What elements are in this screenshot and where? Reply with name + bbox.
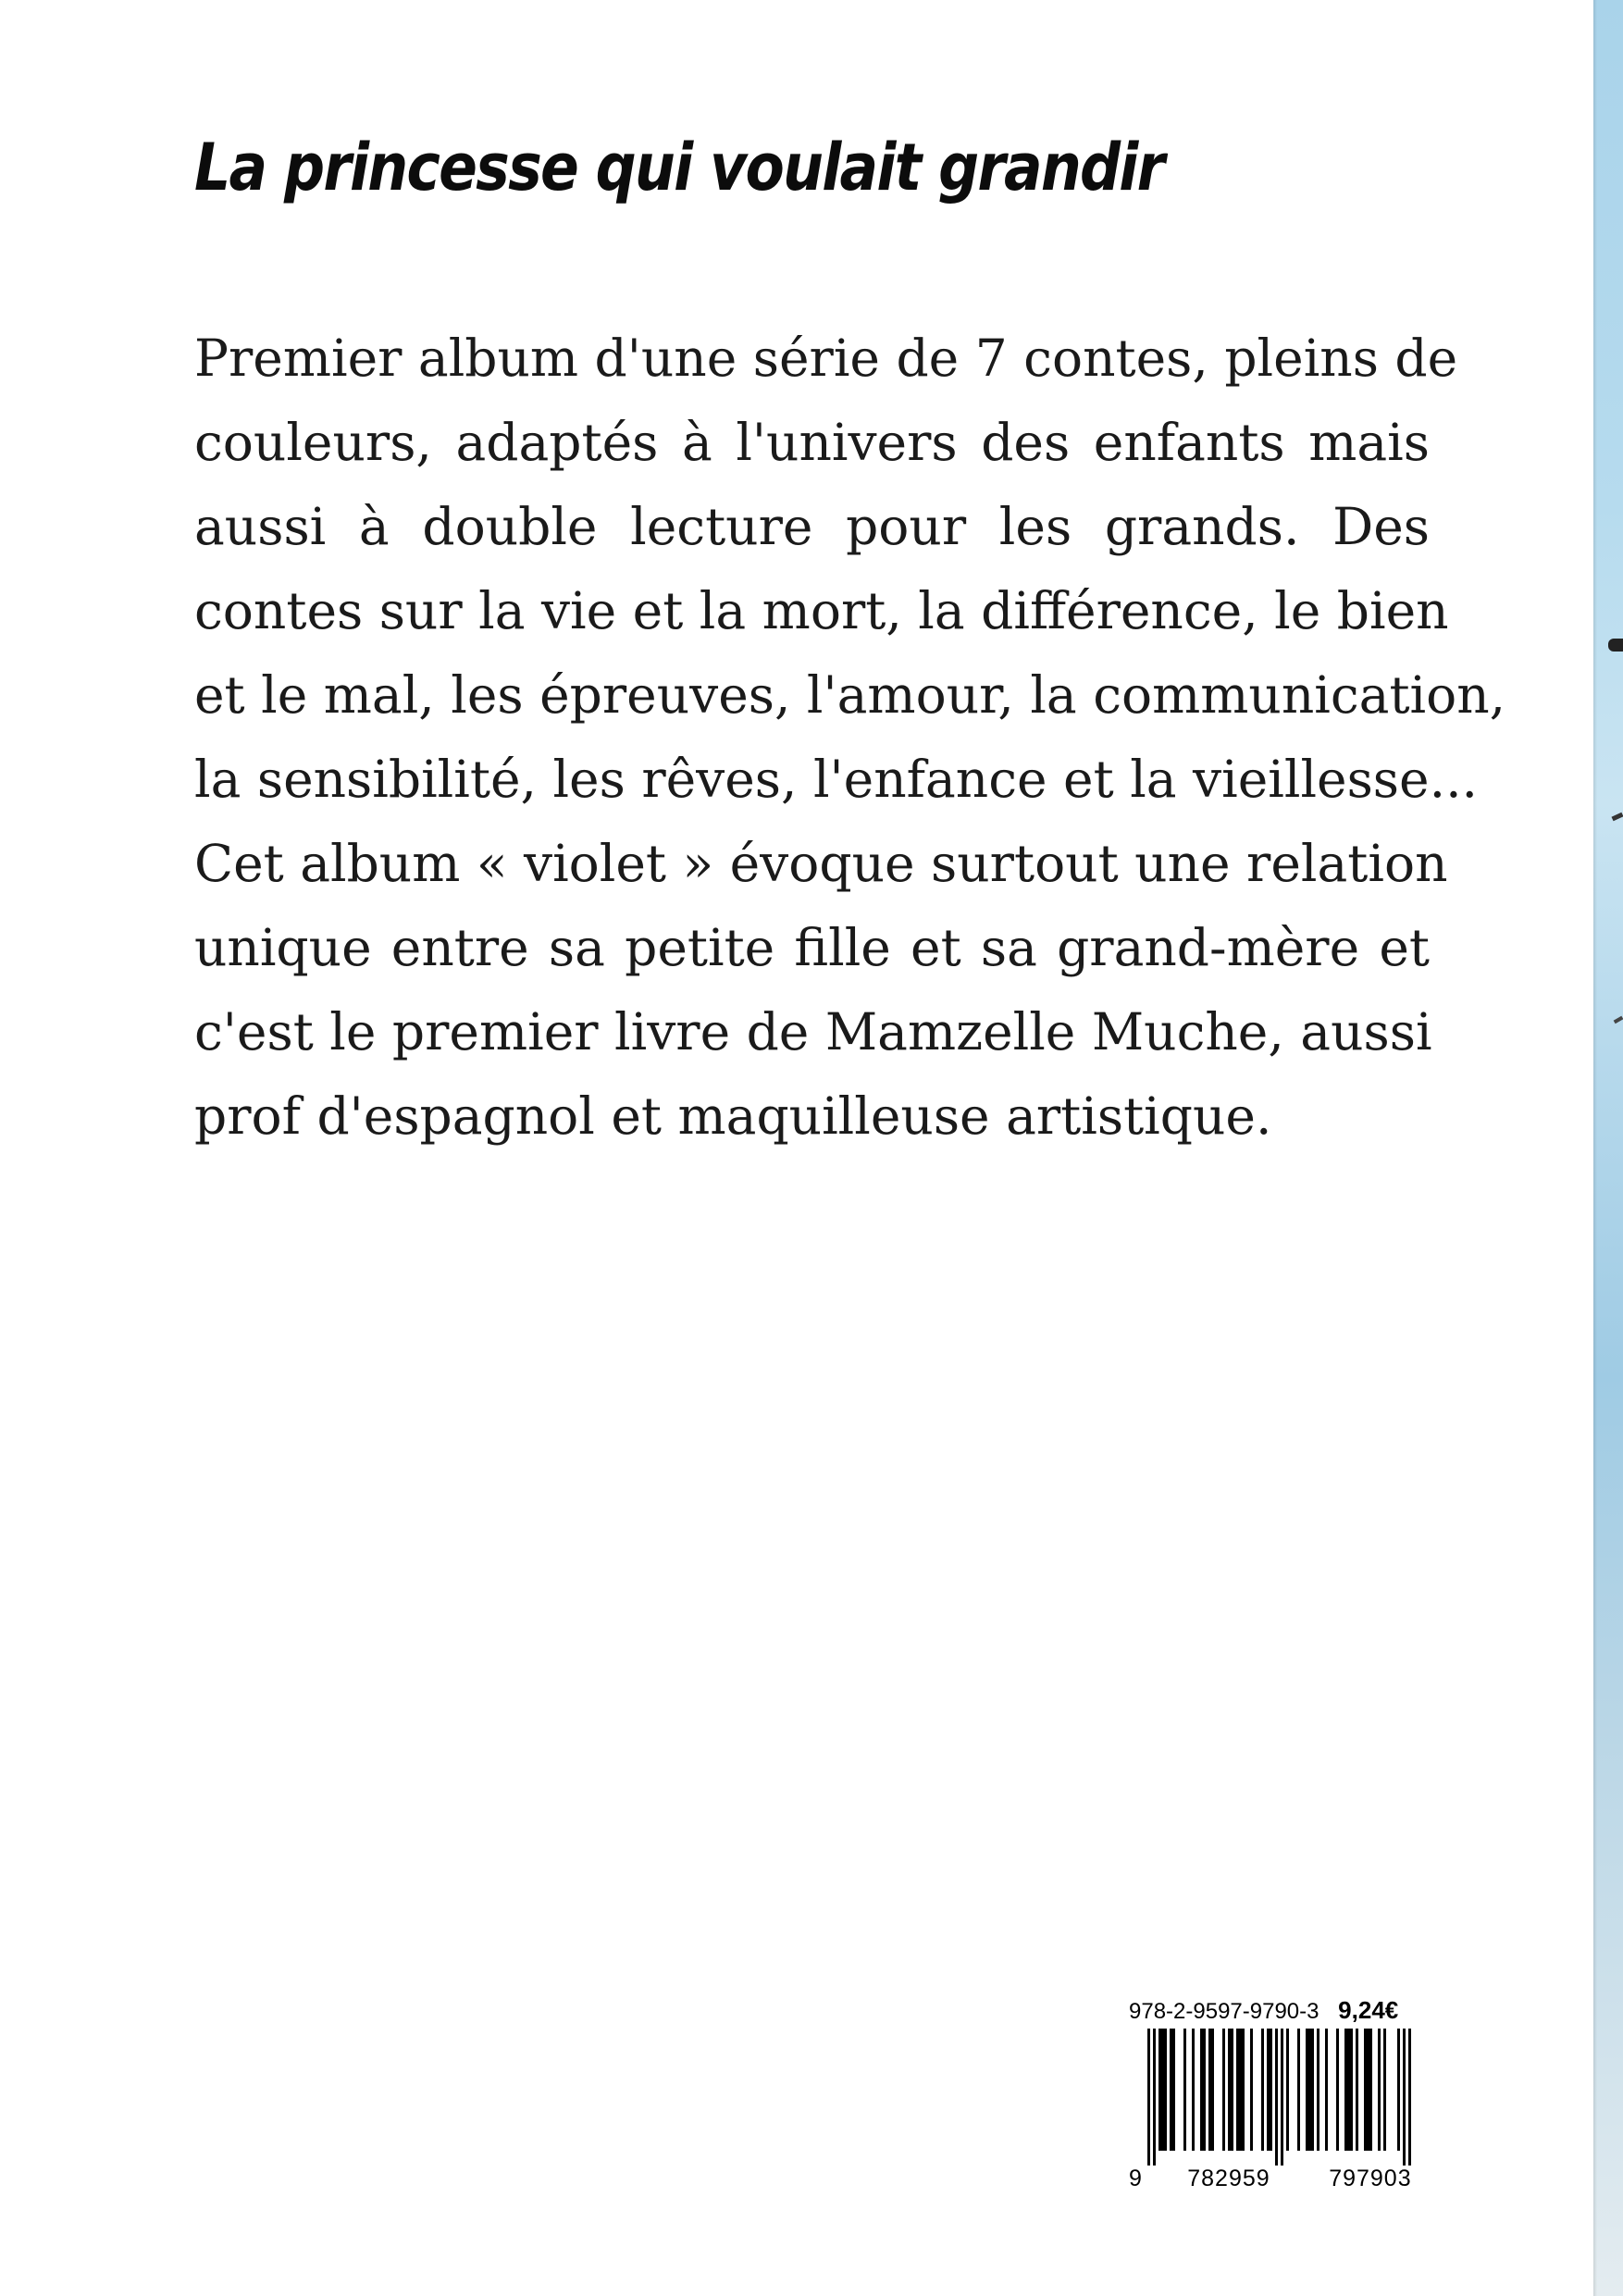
barcode-bar: [1369, 2029, 1372, 2151]
barcode-bar: [1364, 2029, 1367, 2151]
barcode-bar: [1222, 2029, 1225, 2151]
barcode-bar: [1203, 2029, 1206, 2151]
barcode-bar: [1344, 2029, 1347, 2151]
barcode-bar: [1281, 2029, 1283, 2166]
blurb-line: prof d'espagnol et maquilleuse artistique.: [194, 1086, 1272, 1146]
barcode-bar: [1228, 2029, 1231, 2151]
barcode-bar: [1267, 2029, 1270, 2151]
barcode-bar: [1311, 2029, 1314, 2151]
barcode-bar: [1164, 2029, 1167, 2151]
barcode-bar: [1356, 2029, 1358, 2151]
barcode-bar: [1286, 2029, 1289, 2151]
barcode-bar: [1183, 2029, 1186, 2151]
barcode-bar: [1192, 2029, 1195, 2151]
barcode-bar: [1250, 2029, 1253, 2151]
barcode-bar: [1158, 2029, 1161, 2151]
barcode-bar: [1172, 2029, 1175, 2151]
barcode-bar: [1336, 2029, 1339, 2151]
barcode-bar: [1308, 2029, 1311, 2151]
barcode-bar: [1317, 2029, 1319, 2151]
barcode-bars: [1120, 2029, 1425, 2167]
barcode-bar: [1170, 2029, 1172, 2151]
barcode-bar: [1200, 2029, 1203, 2151]
blurb-line: unique entre sa petite fille et sa grand-mère et: [194, 918, 1430, 977]
blurb-line: Premier album d'une série de 7 contes, pleins de: [194, 329, 1458, 388]
barcode-digits-left: 782959: [1187, 2166, 1270, 2191]
blurb-line: aussi à double lecture pour les grands. Des: [194, 497, 1430, 556]
barcode-bar: [1261, 2029, 1264, 2151]
cover-edge-detail: [1608, 639, 1623, 652]
barcode-bar: [1347, 2029, 1350, 2151]
barcode-bar: [1325, 2029, 1328, 2151]
barcode-bar: [1161, 2029, 1164, 2151]
barcode-bar: [1211, 2029, 1214, 2151]
barcode-bar: [1242, 2029, 1245, 2151]
blurb-line: couleurs, adaptés à l'univers des enfants mais: [194, 413, 1430, 472]
barcode-bar: [1208, 2029, 1211, 2151]
barcode-bar: [1306, 2029, 1308, 2151]
book-title: La princesse qui voulait grandir: [194, 130, 1164, 205]
barcode-bar: [1403, 2029, 1406, 2166]
barcode-bar: [1153, 2029, 1156, 2166]
barcode-bar: [1239, 2029, 1242, 2151]
blurb-line: Cet album « violet » évoque surtout une relation: [194, 834, 1448, 893]
blurb-line: et le mal, les épreuves, l'amour, la communication,: [194, 665, 1506, 725]
barcode-bar: [1367, 2029, 1369, 2151]
barcode-bar: [1236, 2029, 1239, 2151]
barcode-bar: [1231, 2029, 1233, 2151]
book-blurb: [194, 316, 1506, 1159]
cover-edge-artwork: [1593, 0, 1623, 2296]
blurb-line: c'est le premier livre de Mamzelle Muche, aussi: [194, 1002, 1432, 1061]
barcode-bar: [1275, 2029, 1278, 2166]
barcode-digits-right: 797903: [1329, 2166, 1412, 2191]
barcode-bar: [1383, 2029, 1386, 2151]
barcode-bar: [1408, 2029, 1411, 2166]
barcode-bar: [1297, 2029, 1300, 2151]
isbn-number: 978-2-9597-9790-3: [1129, 1999, 1319, 2024]
barcode-bar: [1397, 2029, 1400, 2151]
barcode-bar: [1350, 2029, 1353, 2151]
barcode-bar: [1147, 2029, 1150, 2166]
blurb-line: la sensibilité, les rêves, l'enfance et la vieillesse...: [194, 750, 1479, 809]
barcode-bar: [1270, 2029, 1272, 2151]
barcode-digit-lead: 9: [1129, 2166, 1143, 2191]
price-label: 9,24€: [1338, 1996, 1399, 2024]
barcode-bar: [1378, 2029, 1381, 2151]
blurb-line: contes sur la vie et la mort, la différence, le bien: [194, 581, 1449, 640]
isbn-barcode: [1120, 1992, 1425, 2204]
